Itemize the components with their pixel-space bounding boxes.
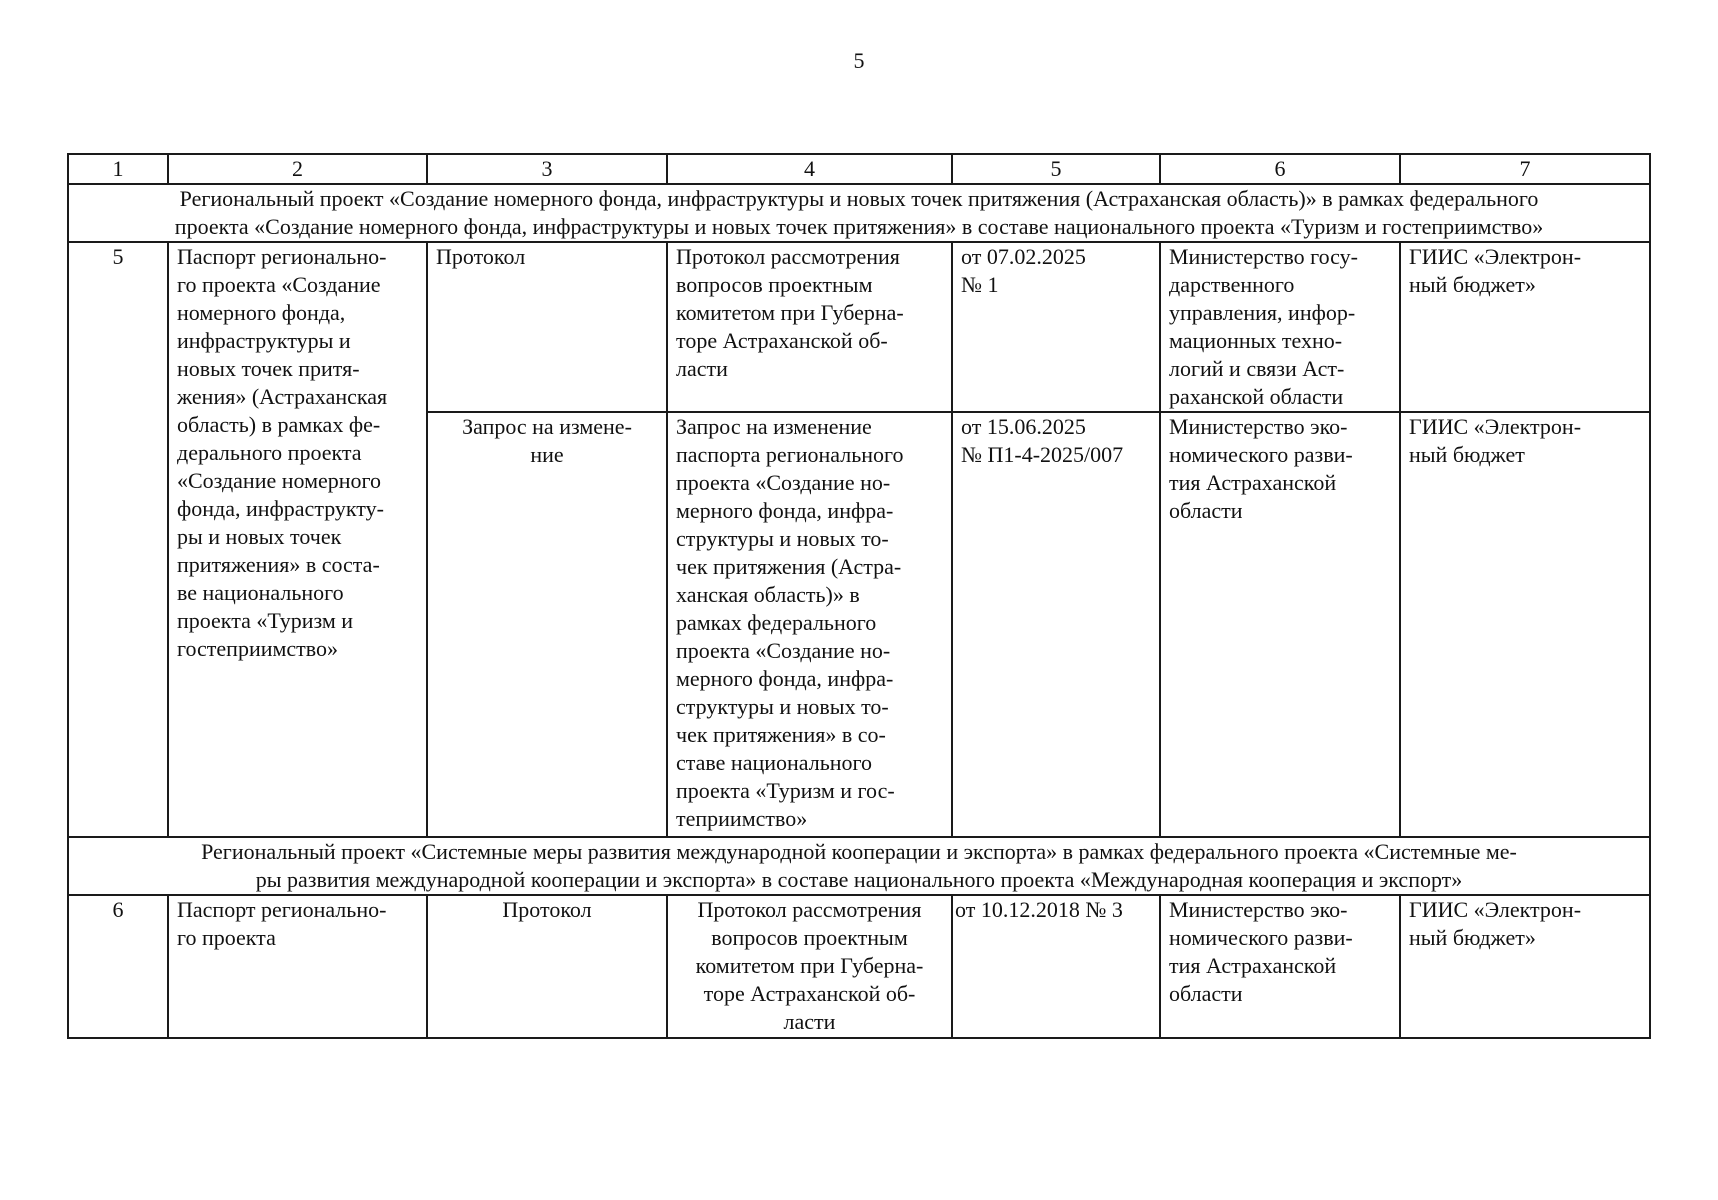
text-line: вопросов проектным bbox=[711, 925, 908, 950]
section-row-export bbox=[68, 837, 1650, 895]
text-line: проекта «Туризм и bbox=[177, 608, 354, 633]
text-line: номического разви- bbox=[1169, 442, 1353, 467]
text-line: инфраструктуры и bbox=[177, 328, 351, 353]
text-line: ГИИС «Электрон- bbox=[1409, 414, 1582, 439]
text-line: ГИИС «Электрон- bbox=[1409, 897, 1582, 922]
row-number: 6 bbox=[68, 895, 168, 1038]
document-date-cell bbox=[952, 895, 1160, 1038]
system-cell bbox=[1400, 242, 1650, 412]
text-line: чек притяжения» в со- bbox=[676, 722, 886, 747]
section-title-line: Региональный проект «Системные меры развития международной кооперации и экспорта» в рамках федерального проекта «Системные ме- bbox=[201, 839, 1517, 864]
text-line: Протокол рассмотрения bbox=[676, 244, 900, 269]
document-type-cell bbox=[427, 412, 667, 837]
text-line: области bbox=[1169, 498, 1243, 523]
column-header: 4 bbox=[667, 154, 952, 184]
text-line: раханской области bbox=[1169, 384, 1344, 409]
section-title-line: проекта «Создание номерного фонда, инфраструктуры и новых точек притяжения» в составе национального проекта «Туризм и гостеприимство» bbox=[174, 214, 1544, 239]
text-line: комитетом при Губерна- bbox=[695, 953, 924, 978]
text-line: тия Астраханской bbox=[1169, 470, 1337, 495]
text-line: гостеприимство» bbox=[177, 636, 339, 661]
document-title-cell bbox=[667, 412, 952, 837]
text-line: область) в рамках фе- bbox=[177, 412, 381, 437]
text-line: ный бюджет» bbox=[1409, 925, 1536, 950]
text-line: мационных техно- bbox=[1169, 328, 1343, 353]
text-line: от 15.06.2025 bbox=[961, 414, 1086, 439]
text-line: «Создание номерного bbox=[177, 468, 382, 493]
text-line: комитетом при Губерна- bbox=[676, 300, 904, 325]
text-line: проекта «Туризм и гос- bbox=[676, 778, 895, 803]
text-line: торе Астраханской об- bbox=[703, 981, 916, 1006]
text-line: управления, инфор- bbox=[1169, 300, 1356, 325]
text-line: дарственного bbox=[1169, 272, 1295, 297]
text-line: № 1 bbox=[961, 272, 999, 297]
text-line: от 07.02.2025 bbox=[961, 244, 1086, 269]
table-row-6 bbox=[68, 895, 1650, 1038]
document-title-cell bbox=[667, 242, 952, 412]
text-line: ханская область)» в bbox=[676, 582, 860, 607]
text-line: дерального проекта bbox=[177, 440, 362, 465]
document-name-cell bbox=[168, 242, 427, 837]
text-line: от 10.12.2018 № 3 bbox=[955, 897, 1123, 922]
text-line: вопросов проектным bbox=[676, 272, 873, 297]
text-line: ласти bbox=[676, 356, 728, 381]
text-line: фонда, инфраструкту- bbox=[177, 496, 384, 521]
text-line: тия Астраханской bbox=[1169, 953, 1337, 978]
text-line: новых точек притя- bbox=[177, 356, 360, 381]
text-line: Запрос на изменение bbox=[676, 414, 872, 439]
text-line: ГИИС «Электрон- bbox=[1409, 244, 1582, 269]
column-header: 6 bbox=[1160, 154, 1400, 184]
text-line: номерного фонда, bbox=[177, 300, 346, 325]
document-type-cell bbox=[427, 242, 667, 412]
text-line: Министерство эко- bbox=[1169, 414, 1348, 439]
column-header: 2 bbox=[168, 154, 427, 184]
document-type-cell bbox=[427, 895, 667, 1038]
text-line: ный бюджет» bbox=[1409, 272, 1536, 297]
text-line: проекта «Создание но- bbox=[676, 638, 891, 663]
registry-table bbox=[67, 153, 1651, 1039]
column-header: 7 bbox=[1400, 154, 1650, 184]
organization-cell bbox=[1160, 412, 1400, 837]
organization-cell bbox=[1160, 895, 1400, 1038]
text-line: теприимство» bbox=[676, 806, 808, 831]
section-title-line: Региональный проект «Создание номерного фонда, инфраструктуры и новых точек притяжения (Астраханская область)» в рамках федерального bbox=[179, 186, 1539, 211]
text-line: логий и связи Аст- bbox=[1169, 356, 1345, 381]
column-header: 1 bbox=[68, 154, 168, 184]
organization-cell bbox=[1160, 242, 1400, 412]
text-line: рамках федерального bbox=[676, 610, 877, 635]
document-date-cell bbox=[952, 242, 1160, 412]
text-line: ры и новых точек bbox=[177, 524, 342, 549]
text-line: Паспорт регионально- bbox=[177, 897, 387, 922]
text-line: ве национального bbox=[177, 580, 344, 605]
section-row-tourism bbox=[68, 184, 1650, 242]
column-header: 3 bbox=[427, 154, 667, 184]
column-numbers-row bbox=[68, 154, 1650, 184]
text-line: Протокол рассмотрения bbox=[697, 897, 922, 922]
text-line: Запрос на измене- bbox=[462, 414, 632, 439]
table-row-5a bbox=[68, 242, 1650, 412]
row-number: 5 bbox=[68, 242, 168, 837]
text-line: структуры и новых то- bbox=[676, 694, 889, 719]
text-line: проекта «Создание но- bbox=[676, 470, 891, 495]
text-line: структуры и новых то- bbox=[676, 526, 889, 551]
section-title-line: ры развития международной кооперации и экспорта» в составе национального проекта «Международная кооперация и экспорт» bbox=[255, 867, 1463, 892]
text-line: притяжения» в соста- bbox=[177, 552, 380, 577]
text-line: ный бюджет bbox=[1409, 442, 1525, 467]
text-line: Министерство госу- bbox=[1169, 244, 1358, 269]
system-cell bbox=[1400, 895, 1650, 1038]
text-line: ние bbox=[530, 442, 564, 467]
text-line: го проекта «Создание bbox=[177, 272, 381, 297]
document-title-cell bbox=[667, 895, 952, 1038]
page-number: 5 bbox=[853, 48, 865, 73]
text-line: области bbox=[1169, 981, 1243, 1006]
text-line: торе Астраханской об- bbox=[676, 328, 888, 353]
text-line: го проекта bbox=[177, 925, 276, 950]
document-date-cell bbox=[952, 412, 1160, 837]
text-line: мерного фонда, инфра- bbox=[676, 498, 894, 523]
text-line: ставе национального bbox=[676, 750, 873, 775]
text-line: Министерство эко- bbox=[1169, 897, 1348, 922]
section-title-export bbox=[68, 837, 1650, 895]
text-line: № П1-4-2025/007 bbox=[961, 442, 1124, 467]
column-header: 5 bbox=[952, 154, 1160, 184]
text-line: ласти bbox=[783, 1009, 836, 1034]
text-line: Протокол bbox=[502, 897, 592, 922]
text-line: паспорта регионального bbox=[676, 442, 904, 467]
text-line: Паспорт регионально- bbox=[177, 244, 387, 269]
text-line: номического разви- bbox=[1169, 925, 1353, 950]
text-line: чек притяжения (Астра- bbox=[676, 554, 902, 579]
text-line: мерного фонда, инфра- bbox=[676, 666, 894, 691]
text-line: жения» (Астраханская bbox=[177, 384, 388, 409]
document-name-cell bbox=[168, 895, 427, 1038]
system-cell bbox=[1400, 412, 1650, 837]
text-line: Протокол bbox=[436, 244, 526, 269]
section-title-tourism bbox=[68, 184, 1650, 242]
